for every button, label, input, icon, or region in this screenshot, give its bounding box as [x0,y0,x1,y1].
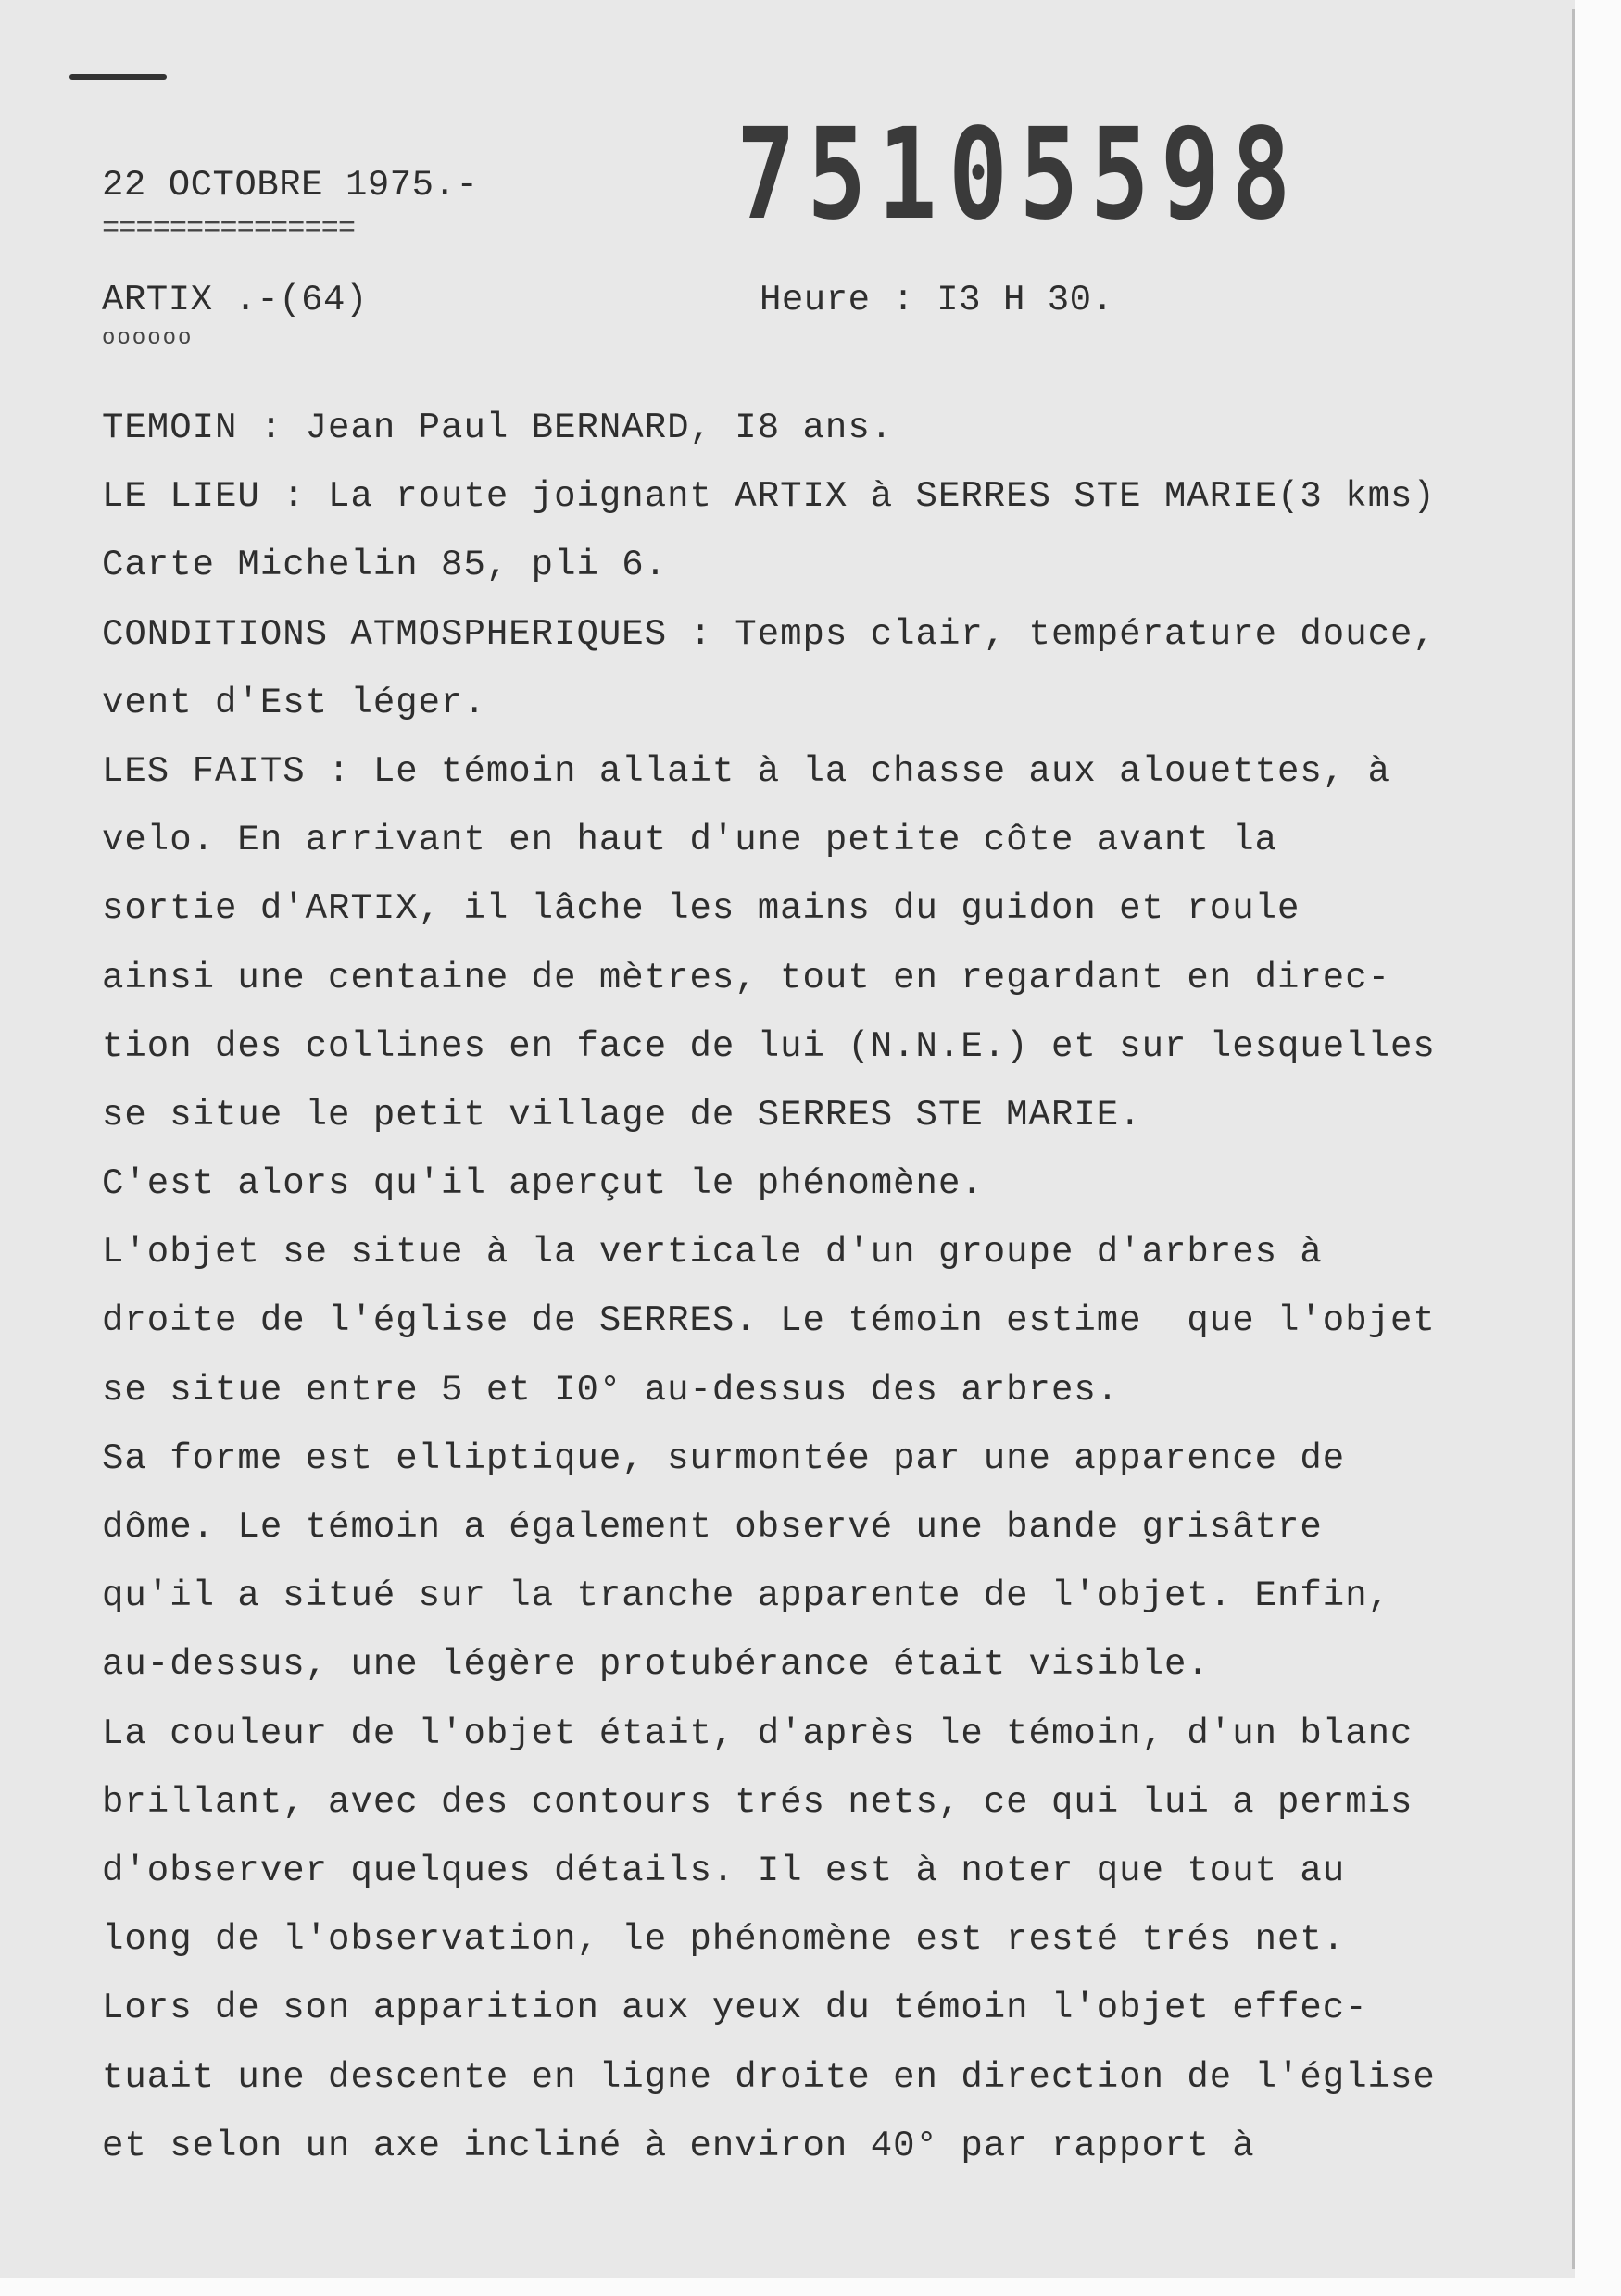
body-line: d'observer quelques détails. Il est à noter que tout au [102,1850,1346,1891]
place-underline: oooooo [102,326,194,351]
body-line: CONDITIONS ATMOSPHERIQUES : Temps clair, température douce, [102,613,1436,655]
body-line: tuait une descente en ligne droite en direction de l'église [102,2056,1436,2098]
body-line: LE LIEU : La route joignant ARTIX à SERRES STE MARIE(3 kms) [102,476,1436,518]
body-line: Carte Michelin 85, pli 6. [102,545,668,586]
body-line: dôme. Le témoin a également observé une bande grisâtre [102,1507,1323,1548]
body-line: Sa forme est elliptique, surmontée par une apparence de [102,1437,1346,1479]
body-line: Lors de son apparition aux yeux du témoin l'objet effec- [102,1988,1368,2029]
report-time: Heure : I3 H 30. [760,280,1114,320]
body-line: La couleur de l'objet était, d'après le témoin, d'un blanc [102,1713,1414,1754]
body-line: LES FAITS : Le témoin allait à la chasse aux alouettes, à [102,750,1391,792]
body-line: C'est alors qu'il aperçut le phénomène. [102,1163,984,1205]
body-line: L'objet se situe à la verticale d'un groupe d'arbres à [102,1232,1323,1273]
report-place: ARTIX .-(64) [102,280,368,320]
body-line: velo. En arrivant en haut d'une petite côte avant la [102,820,1277,861]
case-number-stamp: 75105598 [736,102,1302,248]
report-date: 22 OCTOBRE 1975.- [102,165,479,206]
body-line: long de l'observation, le phénomène est resté trés net. [102,1919,1346,1961]
body-line: et selon un axe incliné à environ 40° par rapport à [102,2125,1255,2166]
body-line: tion des collines en face de lui (N.N.E.) et sur lesquelles [102,1025,1436,1067]
body-line: vent d'Est léger. [102,682,486,723]
staple-mark [69,74,167,80]
report-body [102,394,1547,2180]
scan-margin-bottom [0,2278,1621,2296]
body-line: brillant, avec des contours trés nets, ce qui lui a permis [102,1781,1414,1823]
body-line: sortie d'ARTIX, il lâche les mains du guidon et roule [102,888,1301,930]
body-line: qu'il a situé sur la tranche apparente de l'objet. Enfin, [102,1575,1391,1617]
body-line: se situe le petit village de SERRES STE MARIE. [102,1094,1142,1135]
scan-margin-right [1575,0,1621,2296]
body-line: se situe entre 5 et I0° au-dessus des arbres. [102,1369,1120,1411]
body-line: TEMOIN : Jean Paul BERNARD, I8 ans. [102,408,894,448]
date-underline: =============== [102,211,356,245]
body-line: ainsi une centaine de mètres, tout en regardant en direc- [102,957,1391,998]
body-line: droite de l'église de SERRES. Le témoin estime que l'objet [102,1300,1436,1342]
body-line: au-dessus, une légère protubérance était visible. [102,1644,1210,1686]
